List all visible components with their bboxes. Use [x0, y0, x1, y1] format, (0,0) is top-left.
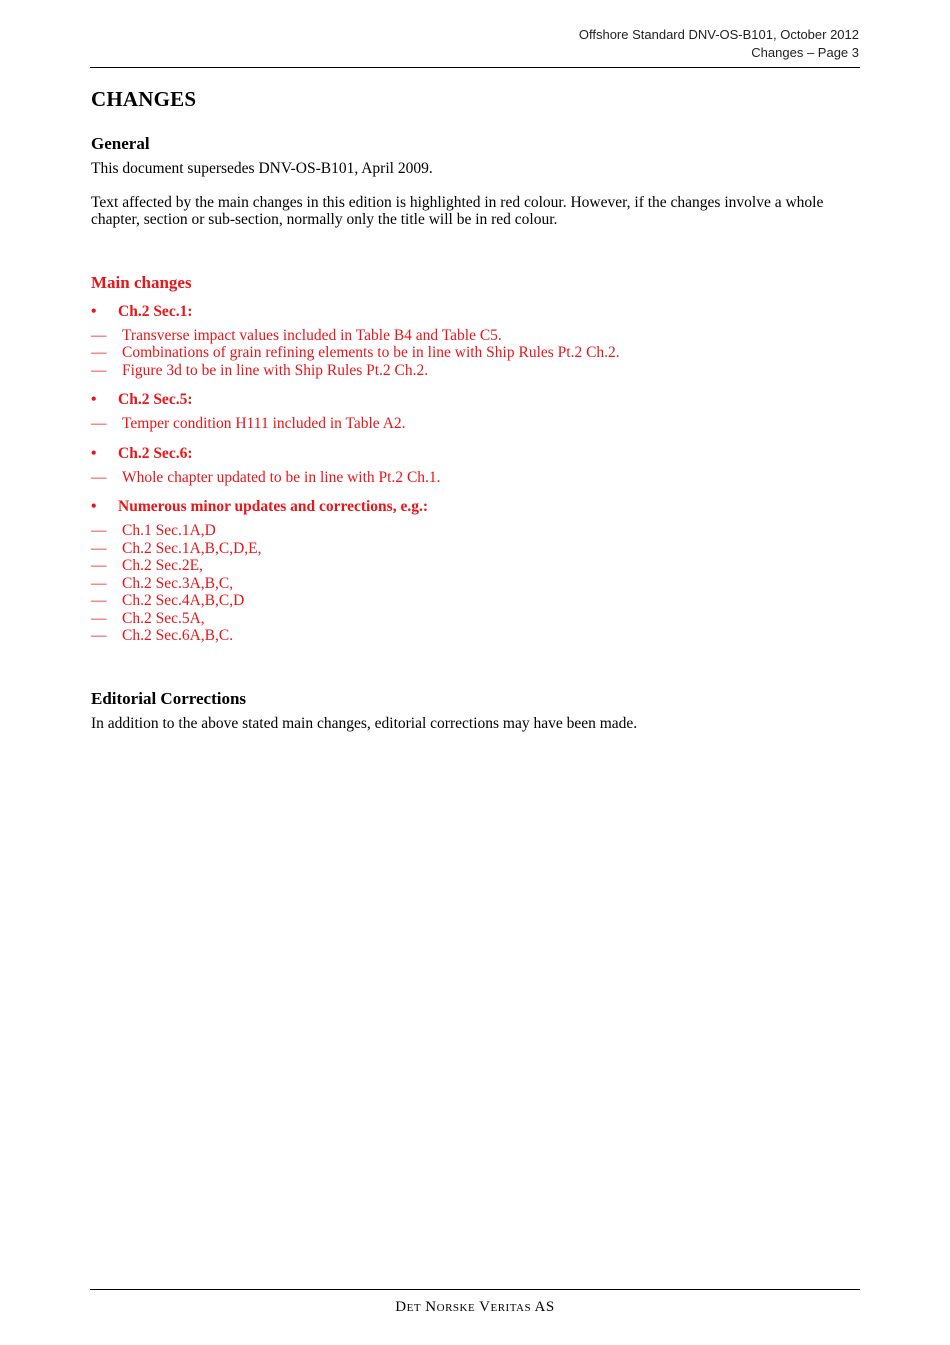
general-paragraph-1: This document supersedes DNV-OS-B101, April 2009.	[91, 160, 433, 177]
editorial-paragraph: In addition to the above stated main changes, editorial corrections may have been made.	[91, 714, 638, 732]
change-group-4	[91, 498, 861, 645]
header-page-number: Changes – Page 3	[751, 45, 859, 60]
change-item: Whole chapter updated to be in line with Pt.2 Ch.1.	[122, 468, 441, 486]
dash-marker: —	[91, 539, 107, 557]
change-item: Ch.2 Sec.5A,	[122, 609, 205, 627]
page-title: CHANGES	[91, 87, 197, 111]
page-footer: Det Norske Veritas AS	[395, 1299, 555, 1315]
change-item: Figure 3d to be in line with Ship Rules Pt.2 Ch.2.	[122, 361, 429, 379]
bullet-marker: •	[91, 444, 97, 462]
dash-marker: —	[91, 557, 107, 574]
change-group-title: Ch.2 Sec.5:	[118, 391, 193, 408]
dash-marker: —	[91, 627, 107, 644]
dash-marker: —	[91, 361, 107, 379]
change-group-3	[91, 445, 861, 487]
change-group-title: Ch.2 Sec.6:	[118, 444, 193, 462]
header-rule	[90, 67, 860, 68]
page-content	[91, 86, 861, 732]
dash-marker: —	[91, 326, 107, 344]
change-item: Ch.2 Sec.6A,B,C.	[122, 627, 234, 644]
change-item: Ch.2 Sec.1A,B,C,D,E,	[122, 539, 262, 557]
header-document-title: Offshore Standard DNV-OS-B101, October 2012	[578, 27, 859, 42]
dash-marker: —	[91, 468, 107, 486]
change-group-title: Ch.2 Sec.1:	[118, 302, 193, 320]
general-heading: General	[91, 134, 150, 153]
change-item: Ch.1 Sec.1A,D	[122, 522, 216, 539]
page-header	[579, 26, 859, 62]
change-item: Combinations of grain refining elements to be in line with Ship Rules Pt.2 Ch.2.	[122, 344, 620, 361]
main-changes-heading: Main changes	[91, 272, 192, 292]
dash-marker: —	[91, 522, 107, 539]
bullet-marker: •	[91, 302, 97, 320]
change-group-title: Numerous minor updates and corrections, e.g.:	[118, 498, 428, 515]
change-item: Ch.2 Sec.2E,	[122, 557, 203, 574]
footer-rule	[90, 1289, 860, 1290]
dash-marker: —	[91, 344, 107, 361]
bullet-marker: •	[91, 391, 97, 408]
dash-marker: —	[91, 415, 107, 432]
dash-marker: —	[91, 574, 107, 592]
change-group-1	[91, 303, 861, 380]
change-item: Ch.2 Sec.3A,B,C,	[122, 574, 234, 592]
change-item: Transverse impact values included in Table B4 and Table C5.	[122, 326, 502, 344]
dash-marker: —	[91, 592, 107, 609]
general-paragraph-2: Text affected by the main changes in this edition is highlighted in red colour. However, if the changes involve a whole chapter, section or sub-section, normally only the title will be in red colour.	[91, 193, 824, 228]
bullet-marker: •	[91, 498, 97, 515]
editorial-heading: Editorial Corrections	[91, 688, 247, 708]
change-item: Ch.2 Sec.4A,B,C,D	[122, 592, 245, 609]
change-item: Temper condition H111 included in Table A2.	[122, 415, 406, 432]
change-group-2	[91, 391, 861, 433]
dash-marker: —	[91, 609, 107, 627]
